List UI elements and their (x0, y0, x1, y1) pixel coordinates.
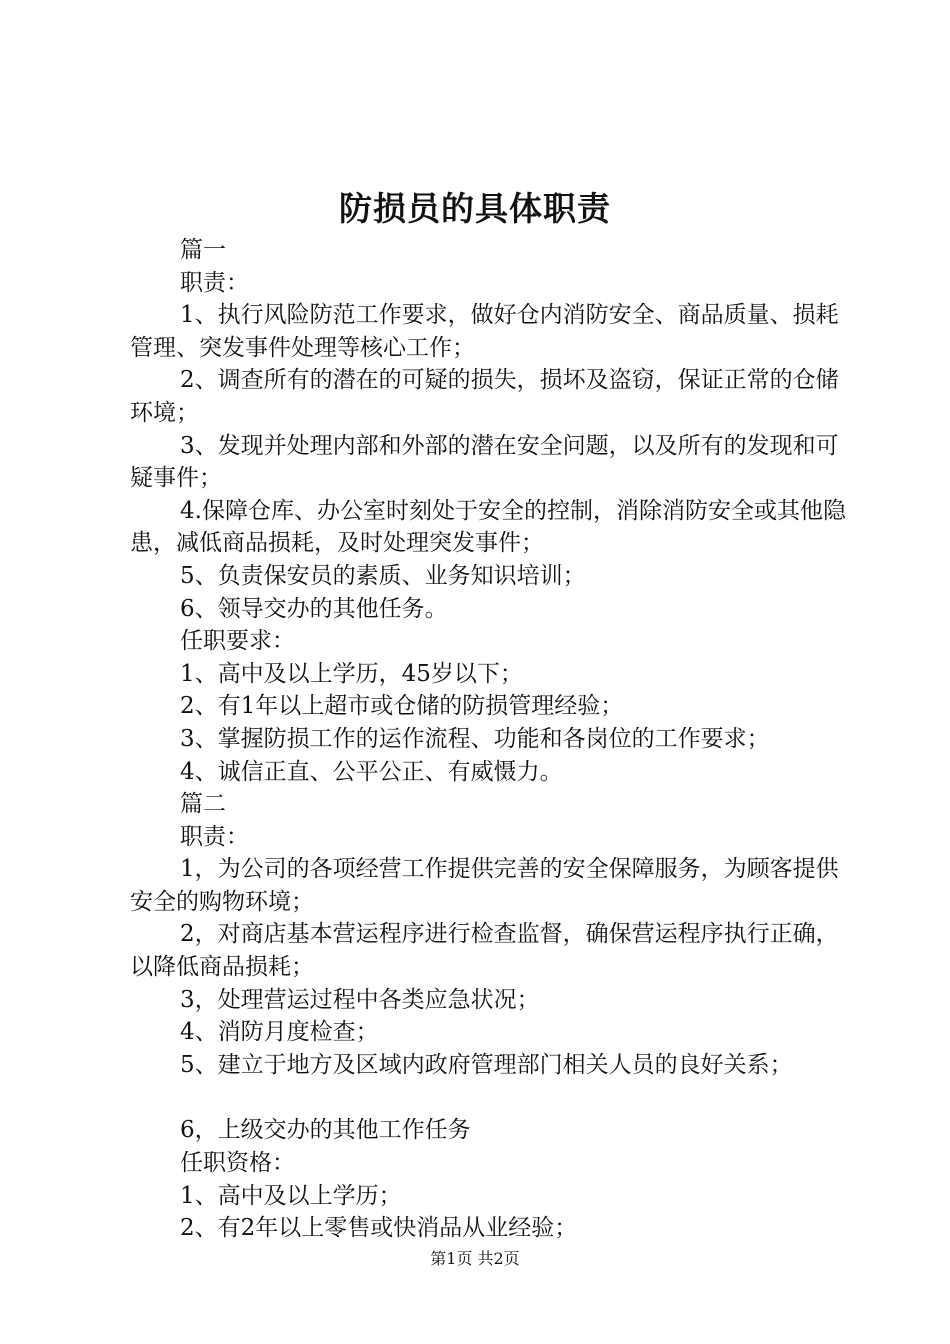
list-item: 2，对商店基本营运程序进行检查监督，确保营运程序执行正确，以降低商品损耗； (130, 921, 839, 981)
subsection-heading: 职责： (180, 823, 249, 850)
subsection-heading: 职责： (180, 269, 249, 296)
list-item: 1，为公司的各项经营工作提供完善的安全保障服务，为顾客提供安全的购物环境； (130, 856, 839, 915)
list-item: 3、发现并处理内部和外部的潜在安全问题，以及所有的发现和可疑事件； (130, 432, 839, 492)
list-item: 2、有2年以上零售或快消品从业经验； (180, 1215, 578, 1242)
section-heading: 篇一 (180, 237, 226, 263)
subsection-heading: 任职要求： (180, 628, 295, 655)
blank-line (130, 1081, 852, 1114)
section-heading: 篇二 (180, 791, 226, 818)
subsection-heading: 任职资格： (180, 1150, 295, 1177)
list-item: 2、有1年以上超市或仓储的防损管理经验； (180, 693, 624, 720)
document-body (130, 234, 852, 1245)
list-item: 6、领导交办的其他任务。 (180, 595, 448, 622)
list-item: 2、调查所有的潜在的可疑的损失，损坏及盗窃，保证正常的仓储环境； (130, 367, 839, 426)
list-item: 4、消防月度检查； (180, 1019, 379, 1046)
document-title: 防损员的具体职责 (339, 189, 611, 228)
list-item: 1、高中及以上学历； (180, 1182, 402, 1209)
list-item: 4、诚信正直、公平公正、有威慑力。 (180, 758, 563, 785)
list-item: 1、执行风险防范工作要求，做好仓内消防安全、商品质量、损耗管理、突发事件处理等核心工作； (130, 302, 839, 361)
list-item: 1、高中及以上学历，45岁以下； (180, 660, 523, 687)
list-item: 3，处理营运过程中各类应急状况； (180, 986, 540, 1013)
list-item: 3、掌握防损工作的运作流程、功能和各岗位的工作要求； (180, 725, 770, 752)
list-item: 4.保障仓库、办公室时刻处于安全的控制，消除消防安全或其他隐患，减低商品损耗，及时处理突发事件； (130, 497, 846, 557)
page-footer: 第1页 共2页 (430, 1249, 520, 1268)
list-item: 5、建立于地方及区域内政府管理部门相关人员的良好关系； (180, 1051, 793, 1078)
list-item: 6，上级交办的其他工作任务 (180, 1117, 471, 1144)
list-item: 5、负责保安员的素质、业务知识培训； (180, 562, 586, 589)
